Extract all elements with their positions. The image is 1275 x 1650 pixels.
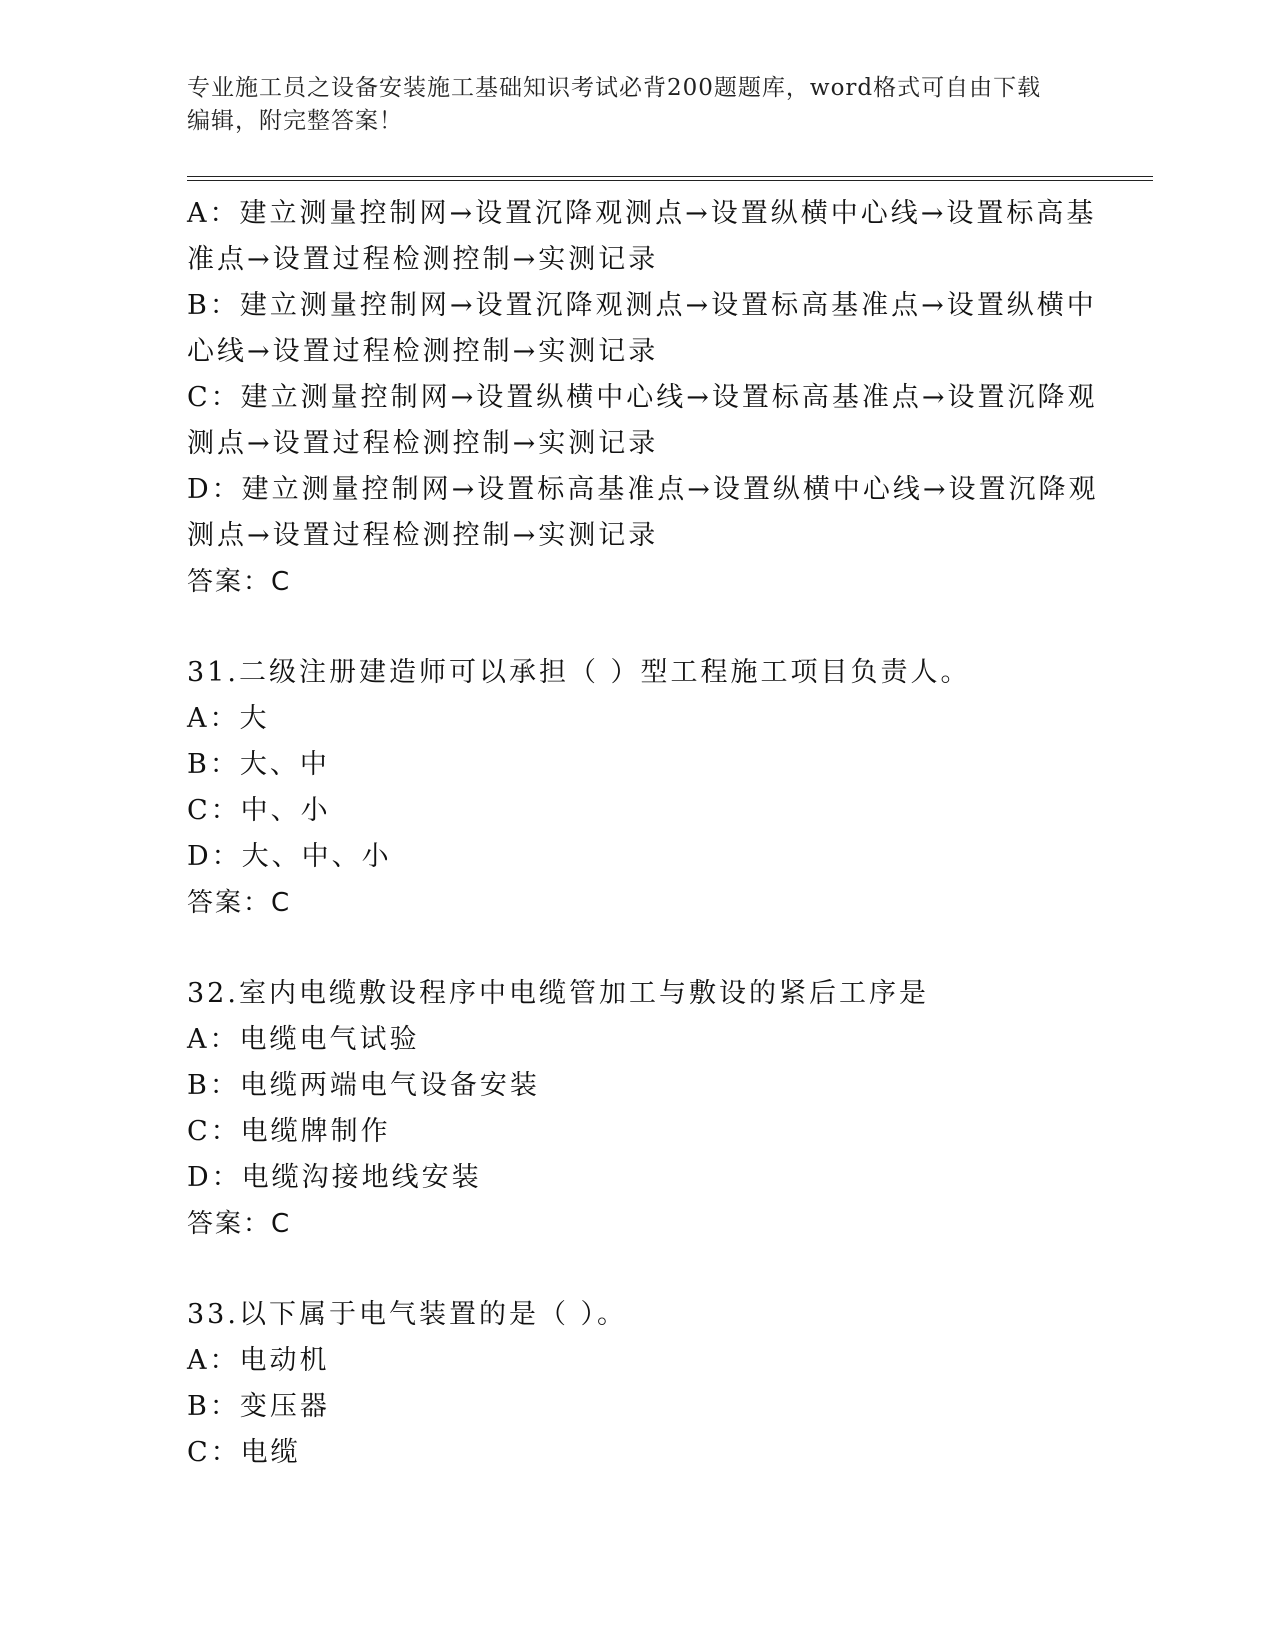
answer-label: 答案：C xyxy=(187,888,292,918)
question-text: 32.室内电缆敷设程序中电缆管加工与敷设的紧后工序是 xyxy=(187,978,929,1009)
option-line: 测点→设置过程检测控制→实测记录 xyxy=(187,428,659,459)
option-line: C：建立测量控制网→设置纵横中心线→设置标高基准点→设置沉降观 xyxy=(187,382,1098,413)
spacer xyxy=(187,605,1087,650)
document-header xyxy=(187,72,1067,138)
question-32 xyxy=(187,971,1087,1247)
question-text: 33.以下属于电气装置的是（ ）。 xyxy=(187,1299,628,1330)
header-divider xyxy=(187,176,1153,181)
question-list xyxy=(187,191,1099,1476)
option-line: 心线→设置过程检测控制→实测记录 xyxy=(187,336,659,367)
answer-label: 答案：C xyxy=(187,567,292,597)
option-line: 测点→设置过程检测控制→实测记录 xyxy=(187,520,659,551)
option-line: A：建立测量控制网→设置沉降观测点→设置纵横中心线→设置标高基 xyxy=(187,198,1097,229)
option-line: 准点→设置过程检测控制→实测记录 xyxy=(187,244,659,275)
option-c: C：电缆牌制作 xyxy=(187,1116,391,1147)
option-c: C：中、小 xyxy=(187,795,331,826)
header-title-line-1: 专业施工员之设备安装施工基础知识考试必背200题题库，word格式可自由下载 xyxy=(187,75,1042,101)
option-a: A：电缆电气试验 xyxy=(187,1024,420,1055)
question-31 xyxy=(187,650,1087,926)
header-title-line-2: 编辑，附完整答案！ xyxy=(187,108,403,134)
option-b: B：电缆两端电气设备安装 xyxy=(187,1070,540,1101)
answer-label: 答案：C xyxy=(187,1209,292,1239)
option-a: A：大 xyxy=(187,703,270,734)
option-d: D：大、中、小 xyxy=(187,841,392,872)
spacer xyxy=(187,1247,1087,1292)
option-d: D：电缆沟接地线安装 xyxy=(187,1162,482,1193)
option-line: D：建立测量控制网→设置标高基准点→设置纵横中心线→设置沉降观 xyxy=(187,474,1099,505)
question-30 xyxy=(187,191,1099,605)
option-c: C：电缆 xyxy=(187,1437,301,1468)
option-line: B：建立测量控制网→设置沉降观测点→设置标高基准点→设置纵横中 xyxy=(187,290,1097,321)
spacer xyxy=(187,926,1087,971)
option-b: B：大、中 xyxy=(187,749,330,780)
question-text: 31.二级注册建造师可以承担（ ）型工程施工项目负责人。 xyxy=(187,657,971,688)
option-a: A：电动机 xyxy=(187,1345,330,1376)
question-33 xyxy=(187,1292,1087,1476)
option-b: B：变压器 xyxy=(187,1391,330,1422)
